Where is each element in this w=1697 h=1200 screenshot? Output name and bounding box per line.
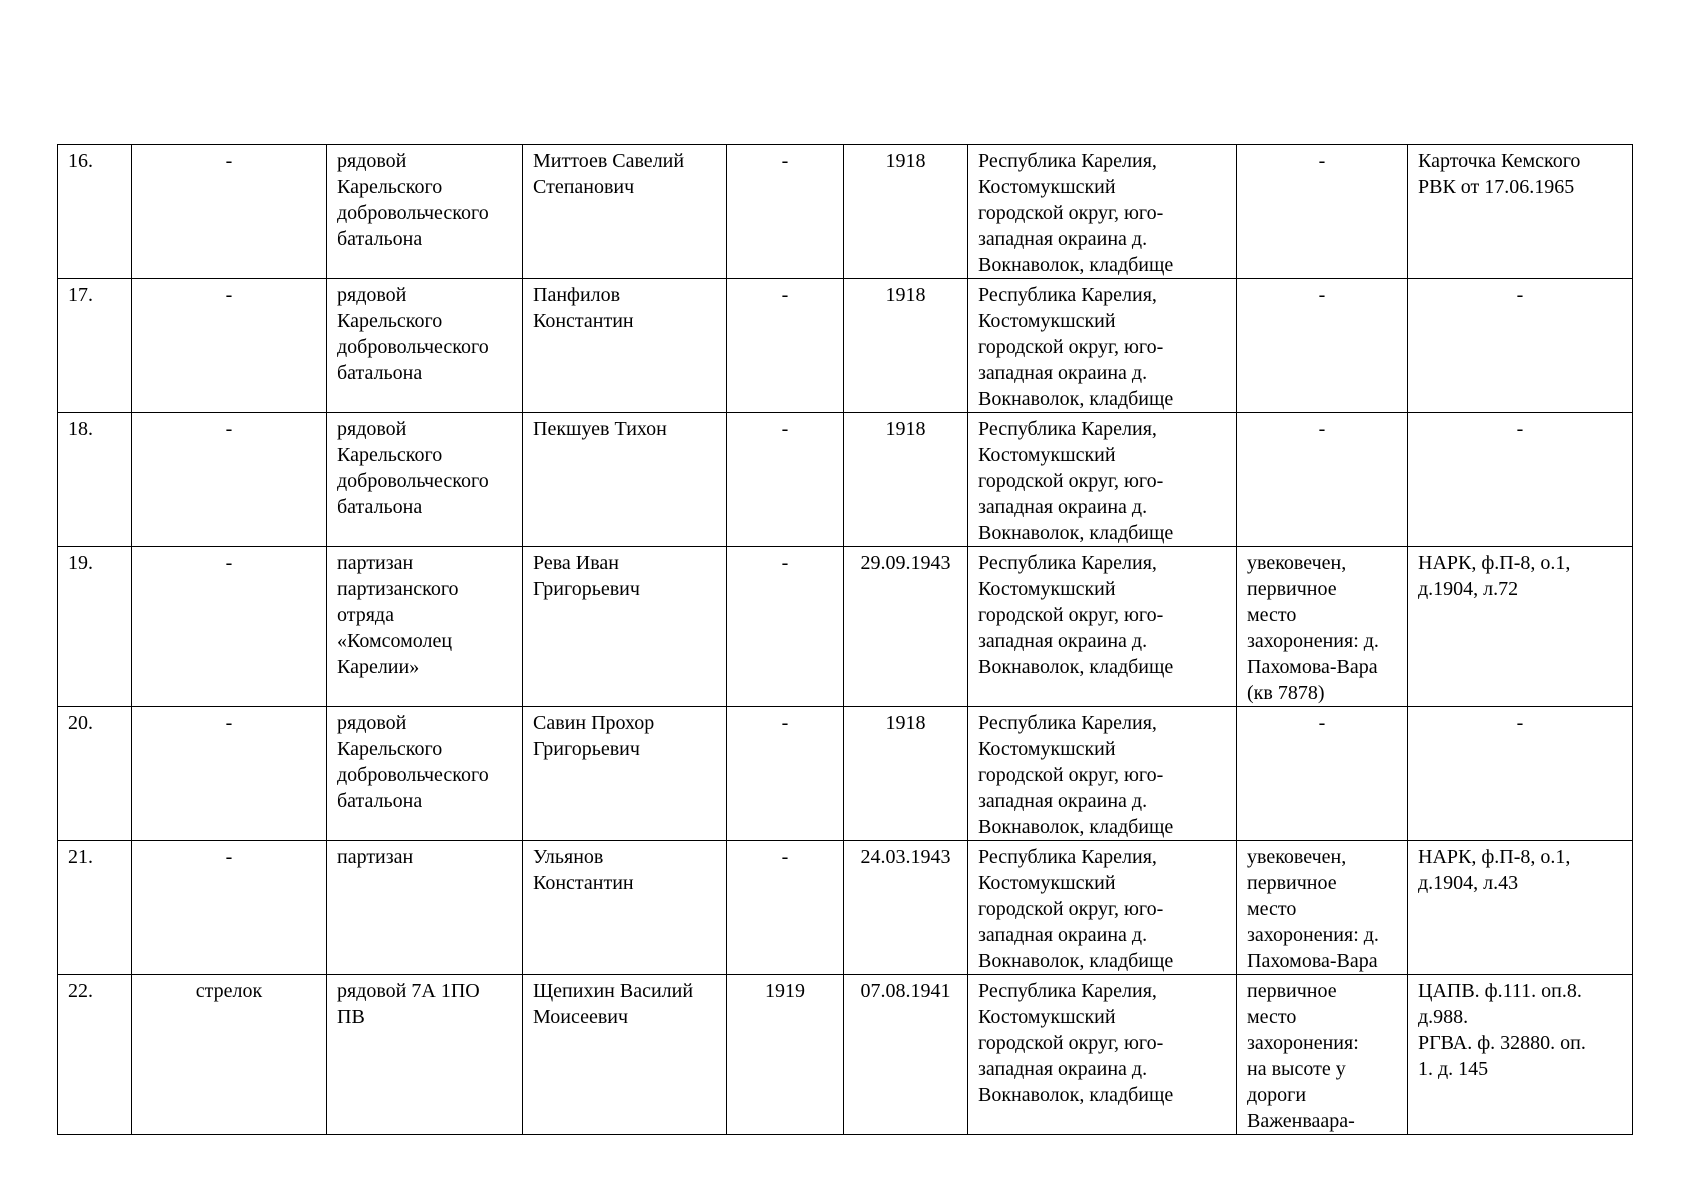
cell-note-line: захоронения: д. bbox=[1247, 630, 1379, 652]
cell-note-line: Пахомова-Вара bbox=[1247, 950, 1378, 972]
cell-note-line: - bbox=[1318, 712, 1326, 734]
cell-position: - bbox=[132, 707, 327, 841]
cell-source bbox=[1408, 841, 1633, 975]
cell-burial-place-line: Вокнаволок, кладбище bbox=[978, 522, 1174, 544]
cell-burial-place-line: городской округ, юго- bbox=[978, 470, 1164, 492]
cell-full-name-line: Рева Иван bbox=[533, 552, 619, 574]
cell-burial-place-line: Костомукшский bbox=[978, 176, 1116, 198]
cell-note-line: первичное bbox=[1247, 872, 1337, 894]
cell-burial-place-line: Вокнаволок, кладбище bbox=[978, 950, 1174, 972]
cell-note-line: захоронения: bbox=[1247, 1032, 1359, 1054]
cell-death-date: 07.08.1941 bbox=[844, 975, 968, 1135]
cell-burial-place-line: Республика Карелия, bbox=[978, 980, 1157, 1002]
cell-position: стрелок bbox=[132, 975, 327, 1135]
table-row bbox=[58, 975, 1633, 1135]
cell-burial-place-line: Республика Карелия, bbox=[978, 284, 1157, 306]
cell-source-line: - bbox=[1516, 712, 1524, 734]
cell-rank-line: Карельского bbox=[337, 310, 443, 332]
cell-rank-line: батальона bbox=[337, 228, 423, 250]
cell-rank-line: партизан bbox=[337, 552, 414, 574]
table-row bbox=[58, 707, 1633, 841]
cell-note-line: первичное bbox=[1247, 578, 1337, 600]
cell-rank-line: добровольческого bbox=[337, 764, 489, 786]
cell-rank-line: рядовой bbox=[337, 712, 407, 734]
cell-burial-place-line: Республика Карелия, bbox=[978, 418, 1157, 440]
cell-rank bbox=[327, 547, 523, 707]
cell-burial-place-line: Республика Карелия, bbox=[978, 712, 1157, 734]
cell-burial-place-line: Вокнаволок, кладбище bbox=[978, 656, 1174, 678]
table-body bbox=[58, 145, 1633, 1135]
cell-rank-line: батальона bbox=[337, 496, 423, 518]
cell-source-line: - bbox=[1516, 418, 1524, 440]
cell-birth-year: - bbox=[727, 841, 844, 975]
cell-position: - bbox=[132, 145, 327, 279]
burial-registry-table bbox=[57, 144, 1633, 1135]
cell-burial-place-line: городской округ, юго- bbox=[978, 764, 1164, 786]
cell-source bbox=[1408, 413, 1633, 547]
cell-rank bbox=[327, 975, 523, 1135]
cell-note-line: - bbox=[1318, 418, 1326, 440]
cell-burial-place bbox=[968, 145, 1237, 279]
cell-note bbox=[1237, 707, 1408, 841]
cell-full-name bbox=[523, 841, 727, 975]
cell-rank-line: партизанского bbox=[337, 578, 459, 600]
cell-rank bbox=[327, 707, 523, 841]
cell-note-line: на высоте у bbox=[1247, 1058, 1346, 1080]
cell-position: - bbox=[132, 279, 327, 413]
table-row bbox=[58, 279, 1633, 413]
cell-death-date: 1918 bbox=[844, 145, 968, 279]
cell-full-name bbox=[523, 547, 727, 707]
cell-birth-year: - bbox=[727, 413, 844, 547]
cell-rank bbox=[327, 413, 523, 547]
table-row bbox=[58, 413, 1633, 547]
cell-rank-line: Карелии» bbox=[337, 656, 420, 678]
cell-note-line: место bbox=[1247, 604, 1297, 626]
cell-rank-line: «Комсомолец bbox=[337, 630, 453, 652]
cell-full-name-line: Панфилов bbox=[533, 284, 621, 306]
cell-rank-line: рядовой bbox=[337, 150, 407, 172]
cell-rank bbox=[327, 145, 523, 279]
cell-note bbox=[1237, 547, 1408, 707]
cell-birth-year: - bbox=[727, 145, 844, 279]
cell-rank-line: отряда bbox=[337, 604, 394, 626]
cell-burial-place-line: Костомукшский bbox=[978, 578, 1116, 600]
cell-burial-place-line: Республика Карелия, bbox=[978, 150, 1157, 172]
cell-source-line: НАРК, ф.П-8, о.1, bbox=[1418, 552, 1571, 574]
cell-death-date: 1918 bbox=[844, 279, 968, 413]
cell-position: - bbox=[132, 547, 327, 707]
cell-rank-line: ПВ bbox=[337, 1006, 365, 1028]
cell-note-line: захоронения: д. bbox=[1247, 924, 1379, 946]
cell-burial-place-line: городской округ, юго- bbox=[978, 336, 1164, 358]
cell-rank bbox=[327, 841, 523, 975]
cell-number: 17. bbox=[58, 279, 132, 413]
cell-rank-line: батальона bbox=[337, 790, 423, 812]
cell-source bbox=[1408, 975, 1633, 1135]
table-row bbox=[58, 547, 1633, 707]
cell-source-line: - bbox=[1516, 284, 1524, 306]
cell-full-name-line: Ульянов bbox=[533, 846, 604, 868]
cell-note-line: первичное bbox=[1247, 980, 1337, 1002]
cell-burial-place-line: городской округ, юго- bbox=[978, 202, 1164, 224]
cell-rank-line: батальона bbox=[337, 362, 423, 384]
cell-burial-place-line: городской округ, юго- bbox=[978, 604, 1164, 626]
cell-source-line: 1. д. 145 bbox=[1418, 1058, 1489, 1080]
cell-death-date: 1918 bbox=[844, 413, 968, 547]
cell-rank-line: Карельского bbox=[337, 444, 443, 466]
cell-burial-place-line: городской округ, юго- bbox=[978, 1032, 1164, 1054]
table-row bbox=[58, 841, 1633, 975]
cell-burial-place-line: Костомукшский bbox=[978, 444, 1116, 466]
cell-burial-place bbox=[968, 975, 1237, 1135]
cell-note bbox=[1237, 841, 1408, 975]
cell-burial-place-line: Республика Карелия, bbox=[978, 552, 1157, 574]
cell-birth-year: 1919 bbox=[727, 975, 844, 1135]
cell-position: - bbox=[132, 841, 327, 975]
cell-note bbox=[1237, 145, 1408, 279]
cell-full-name-line: Константин bbox=[533, 310, 634, 332]
cell-note-line: - bbox=[1318, 150, 1326, 172]
cell-full-name-line: Степанович bbox=[533, 176, 635, 198]
cell-burial-place-line: западная окраина д. bbox=[978, 924, 1148, 946]
cell-full-name bbox=[523, 279, 727, 413]
cell-burial-place-line: Республика Карелия, bbox=[978, 846, 1157, 868]
cell-source-line: РГВА. ф. 32880. оп. bbox=[1418, 1032, 1586, 1054]
cell-source-line: ЦАПВ. ф.111. оп.8. bbox=[1418, 980, 1582, 1002]
cell-source-line: д.988. bbox=[1418, 1006, 1469, 1028]
cell-source bbox=[1408, 145, 1633, 279]
cell-note-line: увековечен, bbox=[1247, 846, 1347, 868]
cell-note bbox=[1237, 975, 1408, 1135]
cell-number: 16. bbox=[58, 145, 132, 279]
cell-death-date: 24.03.1943 bbox=[844, 841, 968, 975]
cell-burial-place-line: Костомукшский bbox=[978, 872, 1116, 894]
cell-source-line: д.1904, л.72 bbox=[1418, 578, 1519, 600]
cell-source-line: НАРК, ф.П-8, о.1, bbox=[1418, 846, 1571, 868]
cell-burial-place bbox=[968, 707, 1237, 841]
cell-note bbox=[1237, 279, 1408, 413]
cell-full-name-line: Щепихин Василий bbox=[533, 980, 694, 1002]
cell-birth-year: - bbox=[727, 279, 844, 413]
cell-rank-line: рядовой bbox=[337, 418, 407, 440]
cell-source bbox=[1408, 279, 1633, 413]
cell-rank-line: рядовой bbox=[337, 284, 407, 306]
cell-birth-year: - bbox=[727, 707, 844, 841]
cell-rank-line: добровольческого bbox=[337, 336, 489, 358]
cell-source-line: РВК от 17.06.1965 bbox=[1418, 176, 1575, 198]
cell-burial-place-line: Вокнаволок, кладбище bbox=[978, 816, 1174, 838]
cell-death-date: 1918 bbox=[844, 707, 968, 841]
cell-burial-place bbox=[968, 413, 1237, 547]
cell-burial-place-line: западная окраина д. bbox=[978, 790, 1148, 812]
cell-note-line: место bbox=[1247, 1006, 1297, 1028]
cell-burial-place-line: западная окраина д. bbox=[978, 1058, 1148, 1080]
cell-burial-place-line: Вокнаволок, кладбище bbox=[978, 1084, 1174, 1106]
cell-burial-place-line: западная окраина д. bbox=[978, 630, 1148, 652]
cell-burial-place bbox=[968, 841, 1237, 975]
cell-position: - bbox=[132, 413, 327, 547]
cell-note-line: дороги bbox=[1247, 1084, 1307, 1106]
cell-note-line: Важенваара- bbox=[1247, 1110, 1355, 1132]
cell-burial-place-line: западная окраина д. bbox=[978, 228, 1148, 250]
cell-burial-place-line: западная окраина д. bbox=[978, 362, 1148, 384]
cell-burial-place-line: Костомукшский bbox=[978, 738, 1116, 760]
cell-full-name-line: Григорьевич bbox=[533, 738, 640, 760]
cell-full-name bbox=[523, 413, 727, 547]
cell-note-line: (кв 7878) bbox=[1247, 682, 1325, 704]
cell-full-name-line: Миттоев Савелий bbox=[533, 150, 685, 172]
cell-full-name bbox=[523, 707, 727, 841]
cell-full-name-line: Моисеевич bbox=[533, 1006, 629, 1028]
cell-burial-place bbox=[968, 547, 1237, 707]
cell-note bbox=[1237, 413, 1408, 547]
cell-burial-place-line: Костомукшский bbox=[978, 310, 1116, 332]
cell-source bbox=[1408, 707, 1633, 841]
cell-number: 21. bbox=[58, 841, 132, 975]
cell-source bbox=[1408, 547, 1633, 707]
cell-source-line: Карточка Кемского bbox=[1418, 150, 1581, 172]
cell-full-name-line: Савин Прохор bbox=[533, 712, 655, 734]
cell-rank-line: рядовой 7А 1ПО bbox=[337, 980, 480, 1002]
cell-full-name bbox=[523, 145, 727, 279]
cell-burial-place bbox=[968, 279, 1237, 413]
cell-number: 18. bbox=[58, 413, 132, 547]
cell-birth-year: - bbox=[727, 547, 844, 707]
cell-burial-place-line: западная окраина д. bbox=[978, 496, 1148, 518]
cell-number: 19. bbox=[58, 547, 132, 707]
table-row bbox=[58, 145, 1633, 279]
cell-burial-place-line: Костомукшский bbox=[978, 1006, 1116, 1028]
cell-rank-line: Карельского bbox=[337, 738, 443, 760]
cell-number: 20. bbox=[58, 707, 132, 841]
cell-rank-line: партизан bbox=[337, 846, 414, 868]
cell-note-line: место bbox=[1247, 898, 1297, 920]
cell-source-line: д.1904, л.43 bbox=[1418, 872, 1519, 894]
cell-burial-place-line: Вокнаволок, кладбище bbox=[978, 254, 1174, 276]
cell-full-name bbox=[523, 975, 727, 1135]
cell-rank-line: Карельского bbox=[337, 176, 443, 198]
cell-full-name-line: Григорьевич bbox=[533, 578, 640, 600]
cell-rank bbox=[327, 279, 523, 413]
cell-rank-line: добровольческого bbox=[337, 202, 489, 224]
cell-burial-place-line: Вокнаволок, кладбище bbox=[978, 388, 1174, 410]
cell-full-name-line: Пекшуев Тихон bbox=[533, 418, 667, 440]
cell-note-line: Пахомова-Вара bbox=[1247, 656, 1378, 678]
cell-rank-line: добровольческого bbox=[337, 470, 489, 492]
cell-note-line: увековечен, bbox=[1247, 552, 1347, 574]
cell-note-line: - bbox=[1318, 284, 1326, 306]
cell-burial-place-line: городской округ, юго- bbox=[978, 898, 1164, 920]
cell-full-name-line: Константин bbox=[533, 872, 634, 894]
cell-number: 22. bbox=[58, 975, 132, 1135]
cell-death-date: 29.09.1943 bbox=[844, 547, 968, 707]
